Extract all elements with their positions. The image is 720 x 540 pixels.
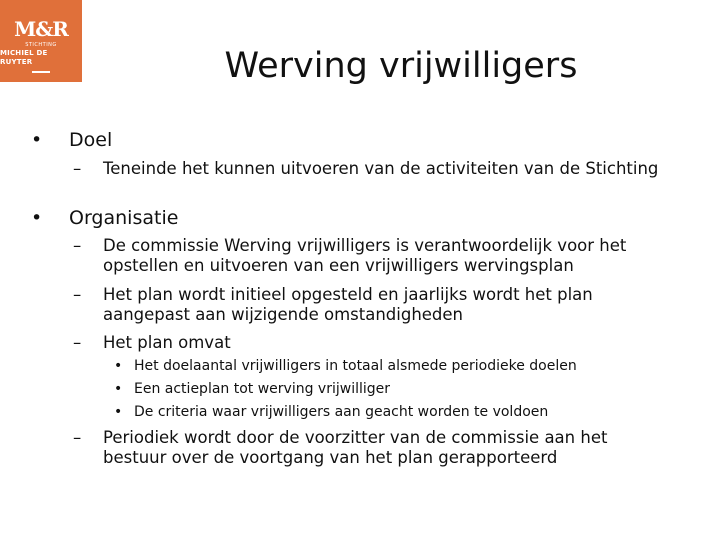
bullet-marker: • xyxy=(114,404,123,420)
dash-marker: – xyxy=(73,236,82,255)
sub-item-text: Het plan omvat xyxy=(103,333,231,352)
organization-logo xyxy=(0,0,82,82)
slide-title: Werving vrijwilligers xyxy=(224,46,578,86)
dash-marker: – xyxy=(73,285,82,304)
logo-subtitle: STICHTING xyxy=(25,42,57,48)
dash-marker: – xyxy=(73,428,82,447)
sub-item-text: Periodiek wordt door de voorzitter van de commissie aan het bestuur over de voortgang van het plan gerapporteerd xyxy=(103,428,608,467)
logo-name: MICHIEL DE RUYTER xyxy=(0,49,48,66)
logo-divider xyxy=(32,71,50,73)
bullet-marker: • xyxy=(114,381,123,397)
logo-mark: M&R xyxy=(14,17,68,41)
sub-sub-item-text: Een actieplan tot werving vrijwilliger xyxy=(134,381,391,397)
sub-item-text: Het plan wordt initieel opgesteld en jaarlijks wordt het plan aangepast aan wijzigende omstandigheden xyxy=(103,285,593,324)
sub-item-text: Teneinde het kunnen uitvoeren van de activiteiten van de Stichting xyxy=(103,159,659,178)
bullet-text: Organisatie xyxy=(69,207,179,229)
sub-sub-item-text: De criteria waar vrijwilligers aan geacht worden te voldoen xyxy=(134,404,549,420)
bullet-text: Doel xyxy=(69,129,113,151)
dash-marker: – xyxy=(73,159,82,178)
dash-marker: – xyxy=(73,333,82,352)
bullet-marker: • xyxy=(31,207,43,229)
sub-sub-item-text: Het doelaantal vrijwilligers in totaal alsmede periodieke doelen xyxy=(134,358,577,374)
bullet-marker: • xyxy=(31,129,43,151)
bullet-marker: • xyxy=(114,358,123,374)
sub-item-text: De commissie Werving vrijwilligers is verantwoordelijk voor het opstellen en uitvoeren van een vrijwilligers wervingsplan xyxy=(103,236,627,275)
